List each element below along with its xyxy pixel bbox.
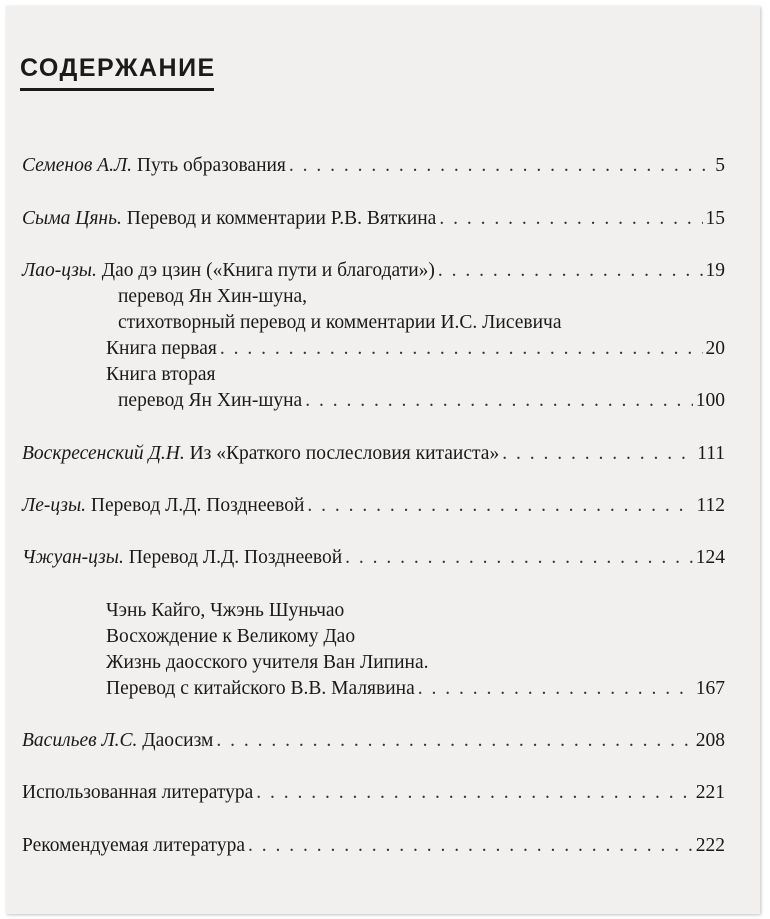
toc-entry-chzhuan-tszy: [22, 546, 725, 570]
toc-title: Перевод с китайского В.В. Малявина: [106, 678, 415, 699]
toc-subline: Жизнь даосского учителя Ван Липина.: [106, 652, 429, 673]
toc-author: Лао-цзы.: [22, 260, 97, 281]
toc-page-number: 221: [695, 782, 725, 803]
toc-subline: Книга вторая: [106, 364, 216, 385]
toc-subline: стихотворный перевод и комментарии И.С. Лисевича: [118, 312, 562, 333]
leader-dots: [345, 546, 693, 570]
leader-dots: [248, 834, 693, 858]
toc-author: Васильев Л.С.: [22, 730, 138, 751]
toc-title: Перевод Л.Д. Позднеевой: [123, 547, 343, 568]
toc-title: Из «Краткого послесловия китаиста»: [184, 443, 500, 464]
toc-title: Даосизм: [137, 730, 214, 751]
leader-dots: [289, 154, 712, 178]
leader-dots: [220, 337, 703, 361]
toc-title: перевод Ян Хин-шуна: [118, 390, 303, 411]
toc-entry-lao-tszy: [22, 259, 725, 283]
leader-dots: [418, 677, 693, 701]
toc-subline: Чэнь Кайго, Чжэнь Шуньчао: [106, 600, 345, 621]
toc-page-number: 19: [705, 260, 725, 281]
leader-dots: [439, 207, 702, 231]
toc-page-number: 111: [697, 443, 725, 464]
toc-page-number: 15: [705, 208, 725, 229]
toc-entry-book-two: [118, 389, 725, 413]
toc-author: Чжуан-цзы.: [22, 547, 124, 568]
toc-title: Перевод Л.Д. Позднеевой: [86, 495, 305, 516]
toc-entry-syma-tsyan: [22, 207, 725, 231]
leader-dots: [502, 442, 694, 466]
toc-page-number: 5: [715, 155, 725, 176]
toc-entry-book-one: [106, 337, 725, 361]
page-title: СОДЕРЖАНИЕ: [20, 54, 216, 82]
toc-entry-semenov: [22, 154, 725, 178]
toc-page-number: 112: [696, 495, 725, 516]
toc-page-number: 167: [695, 678, 725, 699]
toc-page-number: 20: [705, 338, 725, 359]
toc-author: Сыма Цянь.: [22, 208, 122, 229]
leader-dots: [438, 259, 703, 283]
toc-entry-voskresensky: [22, 442, 725, 466]
toc-entry-malyavin: [106, 677, 725, 701]
leader-dots: [256, 781, 692, 805]
toc-author: Ле-цзы.: [22, 495, 87, 516]
toc-page-number: 124: [695, 547, 725, 568]
toc-title: Дао дэ цзин («Книга пути и благодати»): [96, 260, 435, 281]
toc-title: Рекомендуемая литература: [22, 835, 245, 856]
toc-title: Перевод и комментарии Р.В. Вяткина: [121, 208, 437, 229]
toc-author: Воскресенский Д.Н.: [22, 443, 185, 464]
toc-entry-le-tszy: [22, 494, 725, 518]
toc-subline: перевод Ян Хин-шуна,: [118, 286, 308, 307]
toc-page-number: 222: [695, 835, 725, 856]
leader-dots: [305, 389, 693, 413]
toc-entry-used-literature: [22, 781, 725, 805]
title-underline: [20, 88, 214, 91]
toc-title: Путь образования: [132, 155, 286, 176]
toc-title: Книга первая: [106, 338, 217, 359]
toc-entry-vasiliev: [22, 729, 725, 753]
toc-subline: Восхождение к Великому Дао: [106, 626, 356, 647]
book-page: [6, 6, 760, 914]
leader-dots: [216, 729, 692, 753]
toc-page-number: 100: [695, 390, 725, 411]
toc-title: Использованная литература: [22, 782, 254, 803]
toc-page-number: 208: [695, 730, 725, 751]
toc-entry-recommended-literature: [22, 834, 725, 858]
toc-author: Семенов А.Л.: [22, 155, 133, 176]
leader-dots: [307, 494, 693, 518]
